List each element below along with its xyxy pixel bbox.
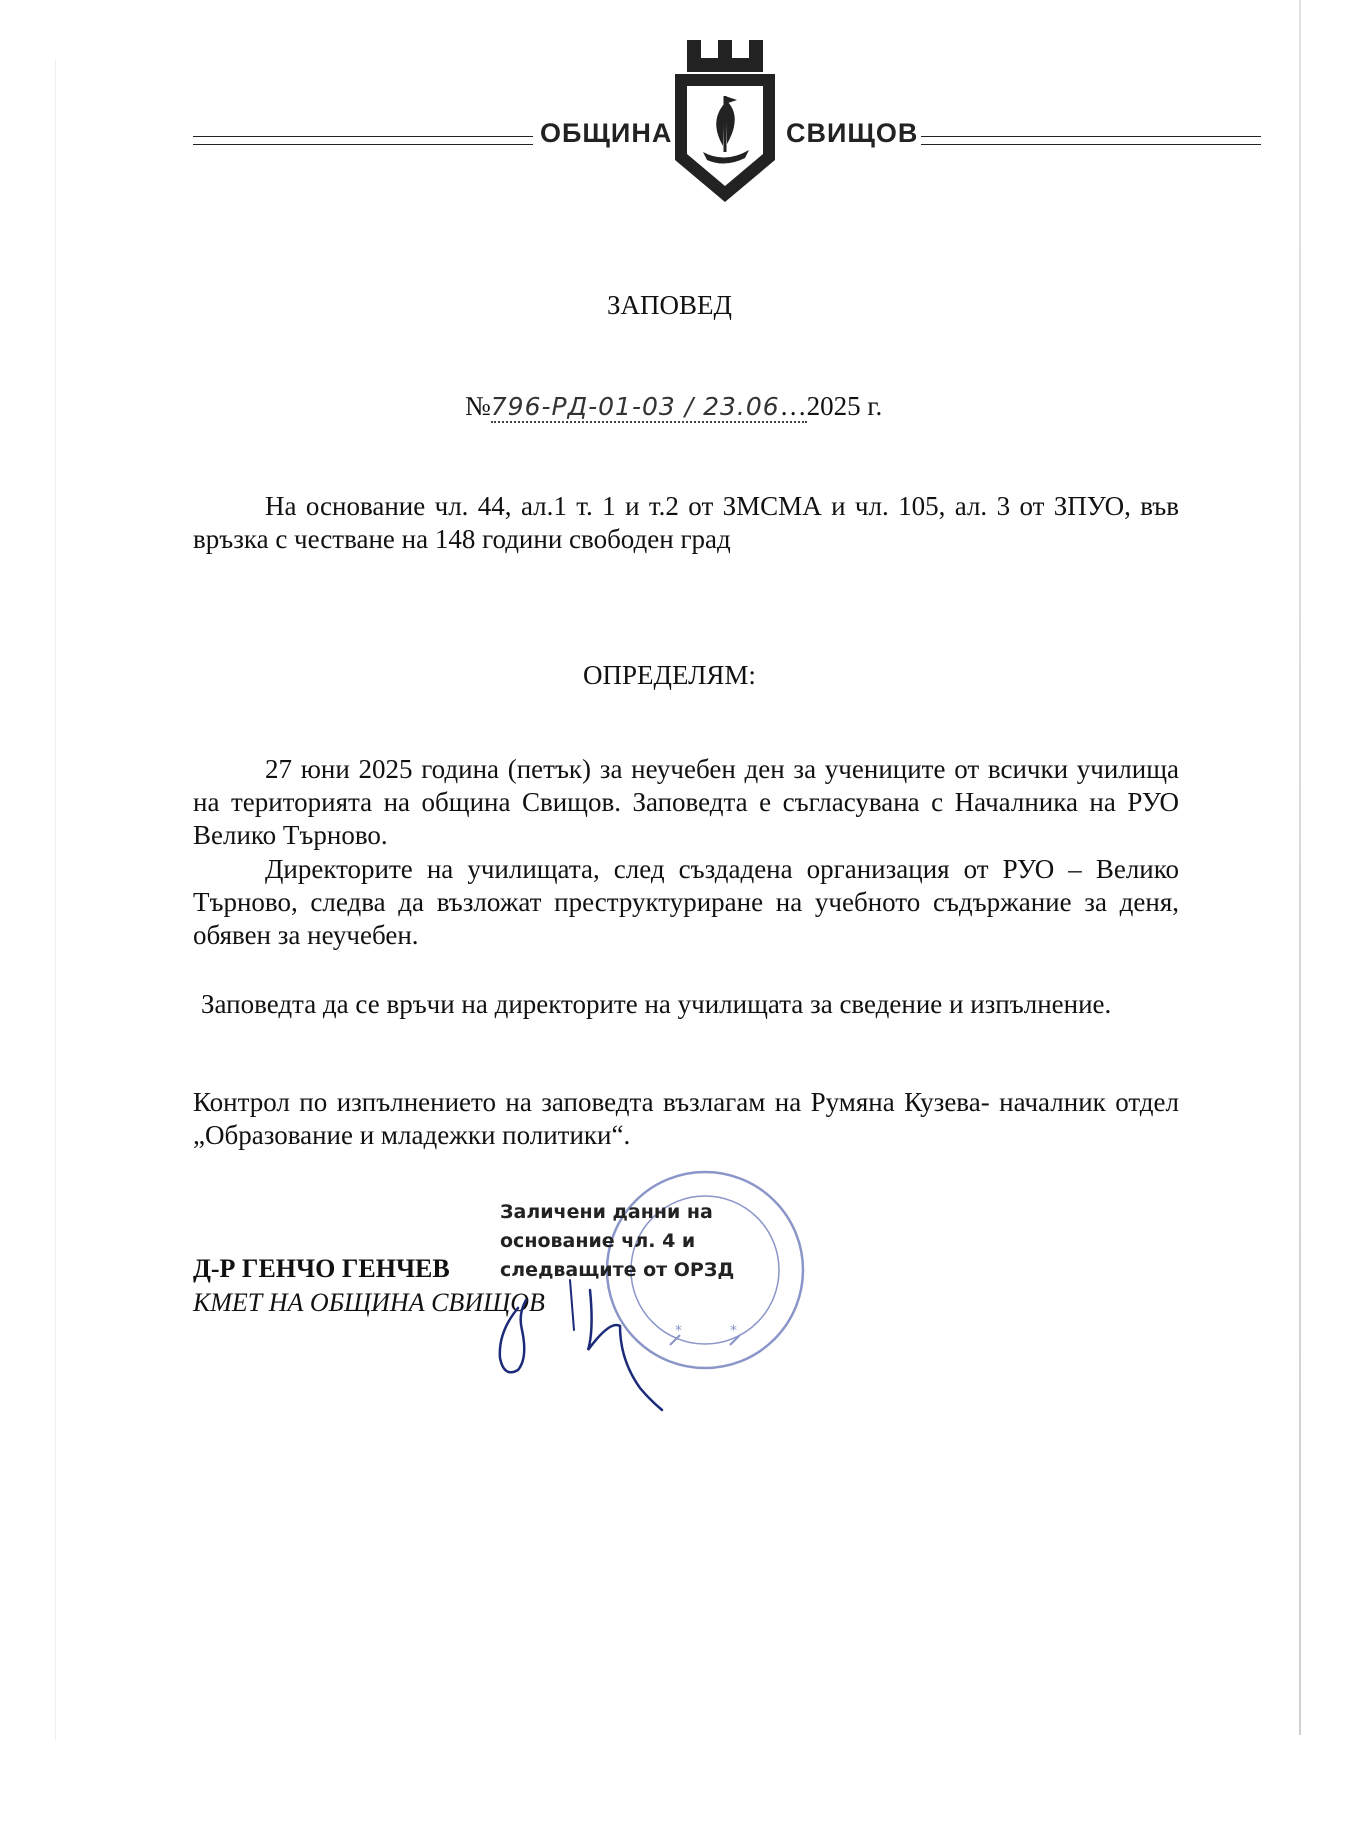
order-number-handwritten: 796-РД-01-03 / 23.06 [490,392,780,421]
letterhead-rule-right [921,136,1261,137]
basis-paragraph: На основание чл. 44, ал.1 т. 1 и т.2 от ЗМСМА и чл. 105, ал. 3 от ЗПУО, във връзка с честване на 148 години свободен град [193,491,1179,554]
signer-name: Д-Р ГЕНЧО ГЕНЧЕВ [193,1254,450,1283]
order-number: №796-РД-01-03 / 23.06…2025 г. [465,391,883,421]
letterhead-rule-right-thin [921,144,1261,145]
svishtov-crest-icon [673,40,777,204]
letterhead-rule-left [193,136,533,137]
redaction-note: Заличени данни на основание чл. 4 и следващите от ОРЗД [500,1201,735,1281]
paragraph-non-school-day: 27 юни 2025 година (петък) за неучебен ден за учениците от всички училища на територията на община Свищов. Заповедта е съгласувана с Началника на РУО Велико Търново. [193,754,1179,850]
number-prefix: № [465,391,491,421]
letterhead [193,40,1261,210]
paragraph-directors: Директорите на училищата, след създадена организация от РУО – Велико Търново, следва да възложат преструктуриране на учебното съдържание за деня, обявен за неучебен. [193,854,1179,950]
document-title: ЗАПОВЕД [607,290,732,320]
letterhead-word-svishtov: СВИЩОВ [786,118,919,148]
letterhead-rule-left-thin [193,144,533,145]
signer-role: КМЕТ НА ОБЩИНА СВИЩОВ [193,1288,545,1317]
decision-heading: ОПРЕДЕЛЯМ: [583,660,756,690]
letterhead-word-obshtina: ОБЩИНА [540,118,673,148]
svg-text:*: * [675,1323,682,1339]
paragraph-delivery: Заповедта да се връчи на директорите на училищата за сведение и изпълнение. [201,989,1112,1019]
paragraph-control: Контрол по изпълнението на заповедта възлагам на Румяна Кузева- началник отдел „Образование и младежки политики“. [193,1087,1179,1150]
svg-text:*: * [730,1323,737,1339]
number-suffix: 2025 г. [806,391,883,421]
handwritten-signature [470,1270,700,1420]
scan-edge-shadow [1299,0,1301,1735]
